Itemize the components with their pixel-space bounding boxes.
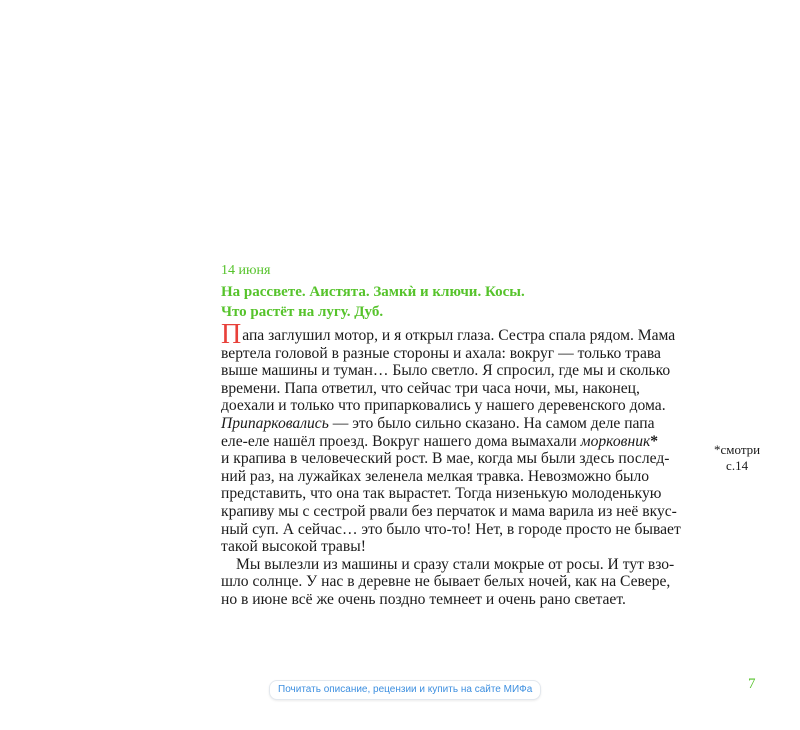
- margin-note: [714, 442, 760, 474]
- chapter-title: [221, 282, 641, 322]
- footnote-marker: *: [650, 432, 659, 450]
- text-line: [221, 319, 701, 350]
- text-line: ний раз, на лужайках зеленела мелкая травка. Невозможно было: [221, 467, 650, 485]
- chapter-title-line-2: Что растёт на лугу. Дуб.: [221, 304, 384, 320]
- margin-note-line-2: с.14: [726, 458, 749, 473]
- chapter-date: 14 июня: [221, 263, 271, 278]
- italic-word: морковник: [580, 432, 651, 450]
- text-line: вертела головой в разные стороны и ахала: вокруг — только трава: [221, 344, 661, 362]
- text-line: такой высокой травы!: [221, 538, 366, 556]
- text-line: доехали и только что припарковались у нашего деревенского дома.: [221, 397, 666, 415]
- text-line: и крапива в человеческий рост. В мае, когда мы были здесь послед-: [221, 450, 670, 468]
- text-line-content: еле-еле нашёл проезд. Вокруг нашего дома вымахали: [221, 432, 581, 450]
- margin-note-line-1: *смотри: [714, 442, 761, 457]
- text-line: [221, 415, 701, 433]
- text-line: представить, что она так вырастет. Тогда низенькую молоденькую: [221, 485, 662, 503]
- text-line: ный суп. А сейчас… это было что-то! Нет, в городе просто не бывает: [221, 520, 681, 538]
- text-line: выше машины и туман… Было светло. Я спросил, где мы и сколько: [221, 362, 671, 380]
- drop-cap: П: [221, 319, 242, 350]
- text-line: времени. Папа ответил, что сейчас три часа ночи, мы, наконец,: [221, 379, 640, 397]
- text-line: но в июне всё же очень поздно темнеет и очень рано светает.: [221, 590, 626, 608]
- text-line: [221, 433, 701, 451]
- text-line: Мы вылезли из машины и сразу стали мокрые от росы. И тут взо-: [236, 555, 675, 573]
- text-line: крапиву мы с сестрой рвали без перчаток и мама варила из неё вкус-: [221, 502, 677, 520]
- publisher-link-button[interactable]: Почитать описание, рецензии и купить на сайте МИФа: [269, 680, 541, 700]
- chapter-title-line-1: На рассвете. Аистята. Замкѝ и ключи. Косы.: [221, 284, 525, 300]
- text-line: шло солнце. У нас в деревне не бывает белых ночей, как на Севере,: [221, 573, 671, 591]
- body-text: [221, 319, 701, 609]
- page-number: 7: [748, 676, 756, 692]
- text-line-content: апа заглушил мотор, и я открыл глаза. Сестра спала рядом. Мама: [242, 327, 676, 344]
- italic-word: Припарковались: [221, 414, 329, 432]
- text-line-content: — это было сильно сказано. На самом деле папа: [328, 414, 655, 432]
